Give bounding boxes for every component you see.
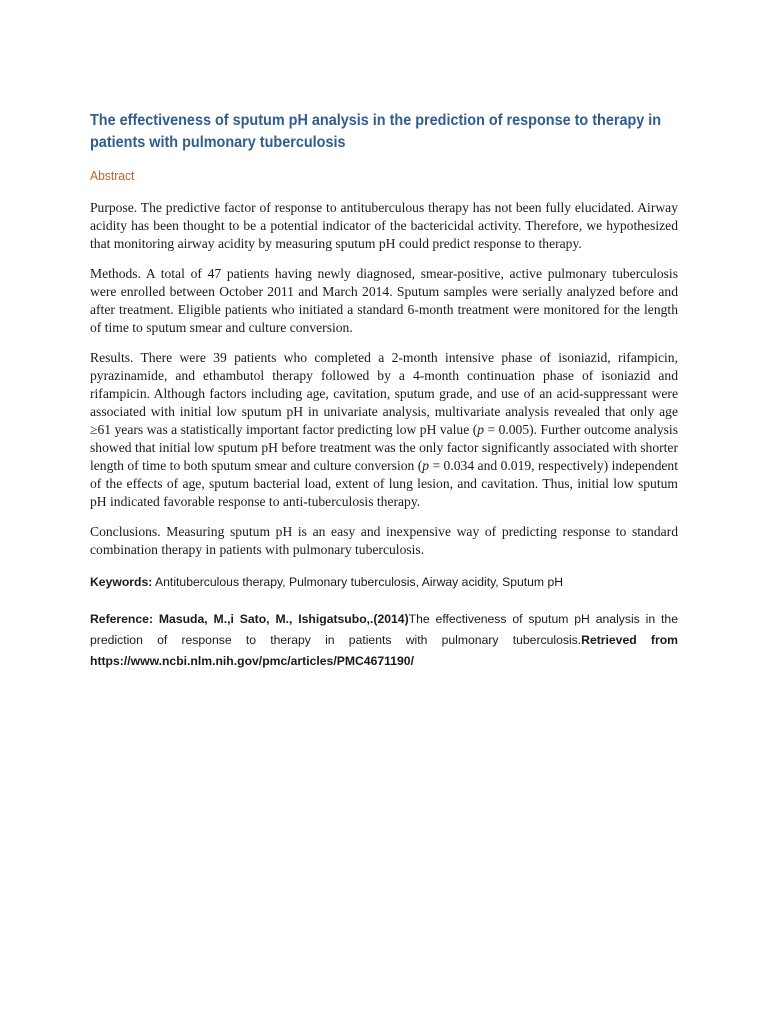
methods-label: Methods. [90,266,141,281]
p-value-symbol-2: p [422,458,430,473]
keywords-text: Antituberculous therapy, Pulmonary tuberculosis, Airway acidity, Sputum pH [152,575,564,589]
results-paragraph [90,349,678,511]
methods-paragraph [90,265,678,337]
conclusions-label: Conclusions. [90,524,161,539]
reference-retrieved: Retrieved from [581,633,678,647]
purpose-label: Purpose. [90,200,138,215]
results-text-b: = 0.005). Further outcome analysis showed that initial low sputum pH before treatment was the only factor significantly associated with shorter length of time to both sputum smear and culture conversion ( [90,422,678,473]
purpose-text: The predictive factor of response to antituberculous therapy has not been fully elucidated. Airway acidity has been thought to be a potential indicator of the bactericidal activity. Therefore, we hypothesized that monitoring airway acidity by measuring sputum pH could predict response to therapy. [90,200,678,251]
reference-block [90,609,678,672]
purpose-paragraph [90,199,678,253]
keywords-label: Keywords: [90,575,153,589]
reference-url-link[interactable]: https://www.ncbi.nlm.nih.gov/pmc/articles/PMC4671190/ [90,654,414,668]
conclusions-paragraph [90,523,678,559]
reference-label: Reference: [90,612,153,626]
methods-text: A total of 47 patients having newly diagnosed, smear-positive, active pulmonary tuberculosis were enrolled between October 2011 and March 2014. Sputum samples were serially analyzed before and after treatment. Eligible patients who initiated a standard 6-month treatment were monitored for the length of time to sputum smear and culture conversion. [90,266,678,335]
conclusions-text: Measuring sputum pH is an easy and inexpensive way of predicting response to standard combination therapy in patients with pulmonary tuberculosis. [90,524,678,557]
results-text-a: There were 39 patients who completed a 2-month intensive phase of isoniazid, rifampicin, pyrazinamide, and ethambutol therapy followed by a 4-month continuation phase of isoniazid and rifampicin. Although factors including age, cavitation, sputum grade, and use of an acid-suppressant were associated with initial low sputum pH in univariate analysis, multivariate analysis revealed that only age ≥61 years was a statistically important factor predicting low pH value ( [90,350,678,437]
reference-authors: Masuda, M.,i Sato, M., Ishigatsubo,.(2014) [153,612,409,626]
keywords-line [90,575,678,589]
reference-title: The effectiveness of sputum pH analysis in the prediction of response to therapy in patients with pulmonary tuberculosis. [90,612,678,647]
paper-title: The effectiveness of sputum pH analysis in the prediction of response to therapy in patients with pulmonary tuberculosis [90,112,662,151]
results-label: Results. [90,350,134,365]
p-value-symbol-1: p [477,422,485,437]
results-text-c: = 0.034 and 0.019, respectively) independent of the effects of age, sputum bacterial load, extent of lung lesion, and cavitation. Thus, initial low sputum pH indicated favorable response to anti-tuberculosis therapy. [90,458,679,509]
abstract-heading: Abstract [90,168,135,183]
